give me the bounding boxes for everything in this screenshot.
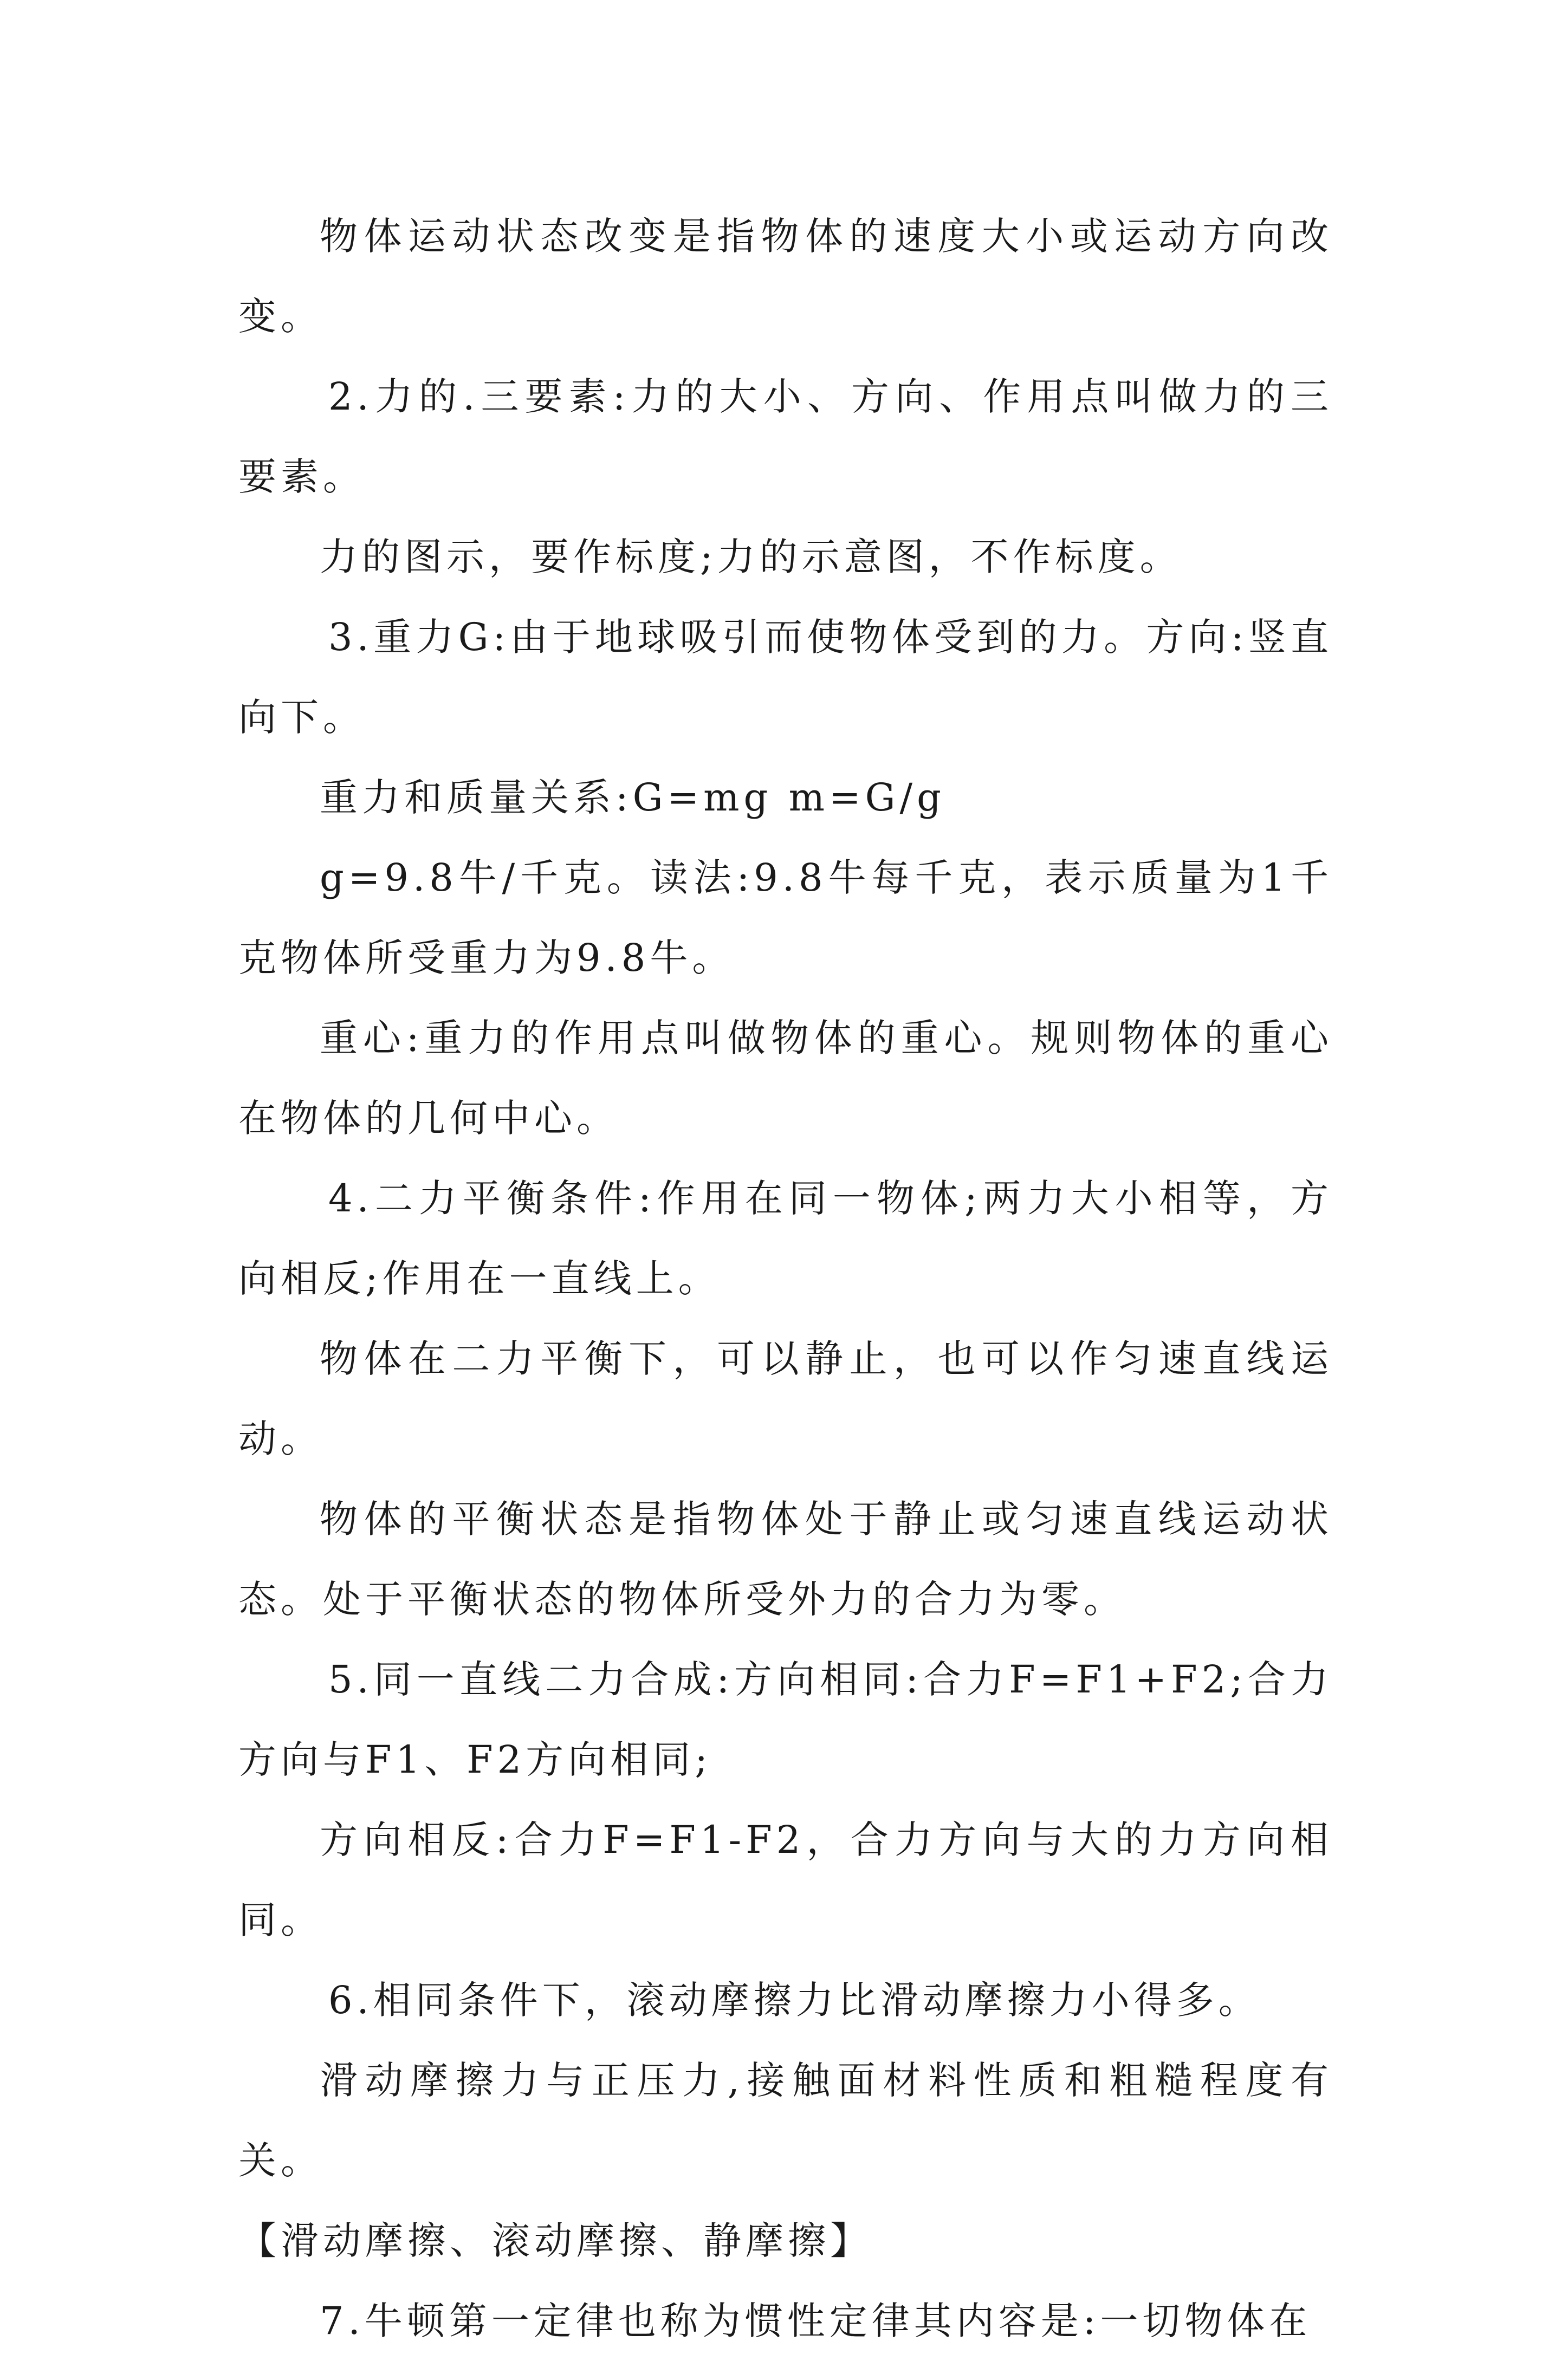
paragraph-force-diagram: 力的图示，要作标度;力的示意图，不作标度。 <box>320 535 1182 579</box>
paragraph-rolling-friction: 6.相同条件下，滚动摩擦力比滑动摩擦力小得多。 <box>328 1978 1261 2022</box>
paragraph-force-composition-same: 5.同一直线二力合成:方向相同:合力F=F1+F2;合力方向与F1、F2方向相同; <box>238 1657 1333 1782</box>
paragraph-gravity: 3.重力G:由于地球吸引而使物体受到的力。方向:竖直向下。 <box>238 615 1333 740</box>
paragraph-friction-types: 【滑动摩擦、滚动摩擦、静摩擦】 <box>238 2219 872 2263</box>
paragraph-balance-motion: 物体在二力平衡下，可以静止，也可以作匀速直线运动。 <box>238 1337 1333 1461</box>
paragraph-gravity-mass-relation: 重力和质量关系:G=mg m=G/g <box>320 775 945 820</box>
paragraph-sliding-friction: 滑动摩擦力与正压力,接触面材料性质和粗糙程度有关。 <box>238 2058 1333 2183</box>
document-body <box>238 196 1333 2361</box>
paragraph-motion-state-change: 物体运动状态改变是指物体的速度大小或运动方向改变。 <box>238 214 1333 339</box>
paragraph-two-force-balance: 4.二力平衡条件:作用在同一物体;两力大小相等，方向相反;作用在一直线上。 <box>238 1176 1333 1301</box>
paragraph-force-composition-opposite: 方向相反:合力F=F1-F2，合力方向与大的力方向相同。 <box>238 1818 1333 1942</box>
paragraph-g-value: g=9.8牛/千克。读法:9.8牛每千克，表示质量为1千克物体所受重力为9.8牛。 <box>238 855 1333 980</box>
paragraph-newton-first-law: 7.牛顿第一定律也称为惯性定律其内容是:一切物体在 <box>320 2299 1312 2343</box>
paragraph-force-three-elements: 2.力的.三要素:力的大小、方向、作用点叫做力的三要素。 <box>238 374 1333 499</box>
paragraph-center-of-gravity: 重心:重力的作用点叫做物体的重心。规则物体的重心在物体的几何中心。 <box>238 1016 1333 1140</box>
paragraph-equilibrium-state: 物体的平衡状态是指物体处于静止或匀速直线运动状态。处于平衡状态的物体所受外力的合力为零。 <box>238 1497 1333 1621</box>
